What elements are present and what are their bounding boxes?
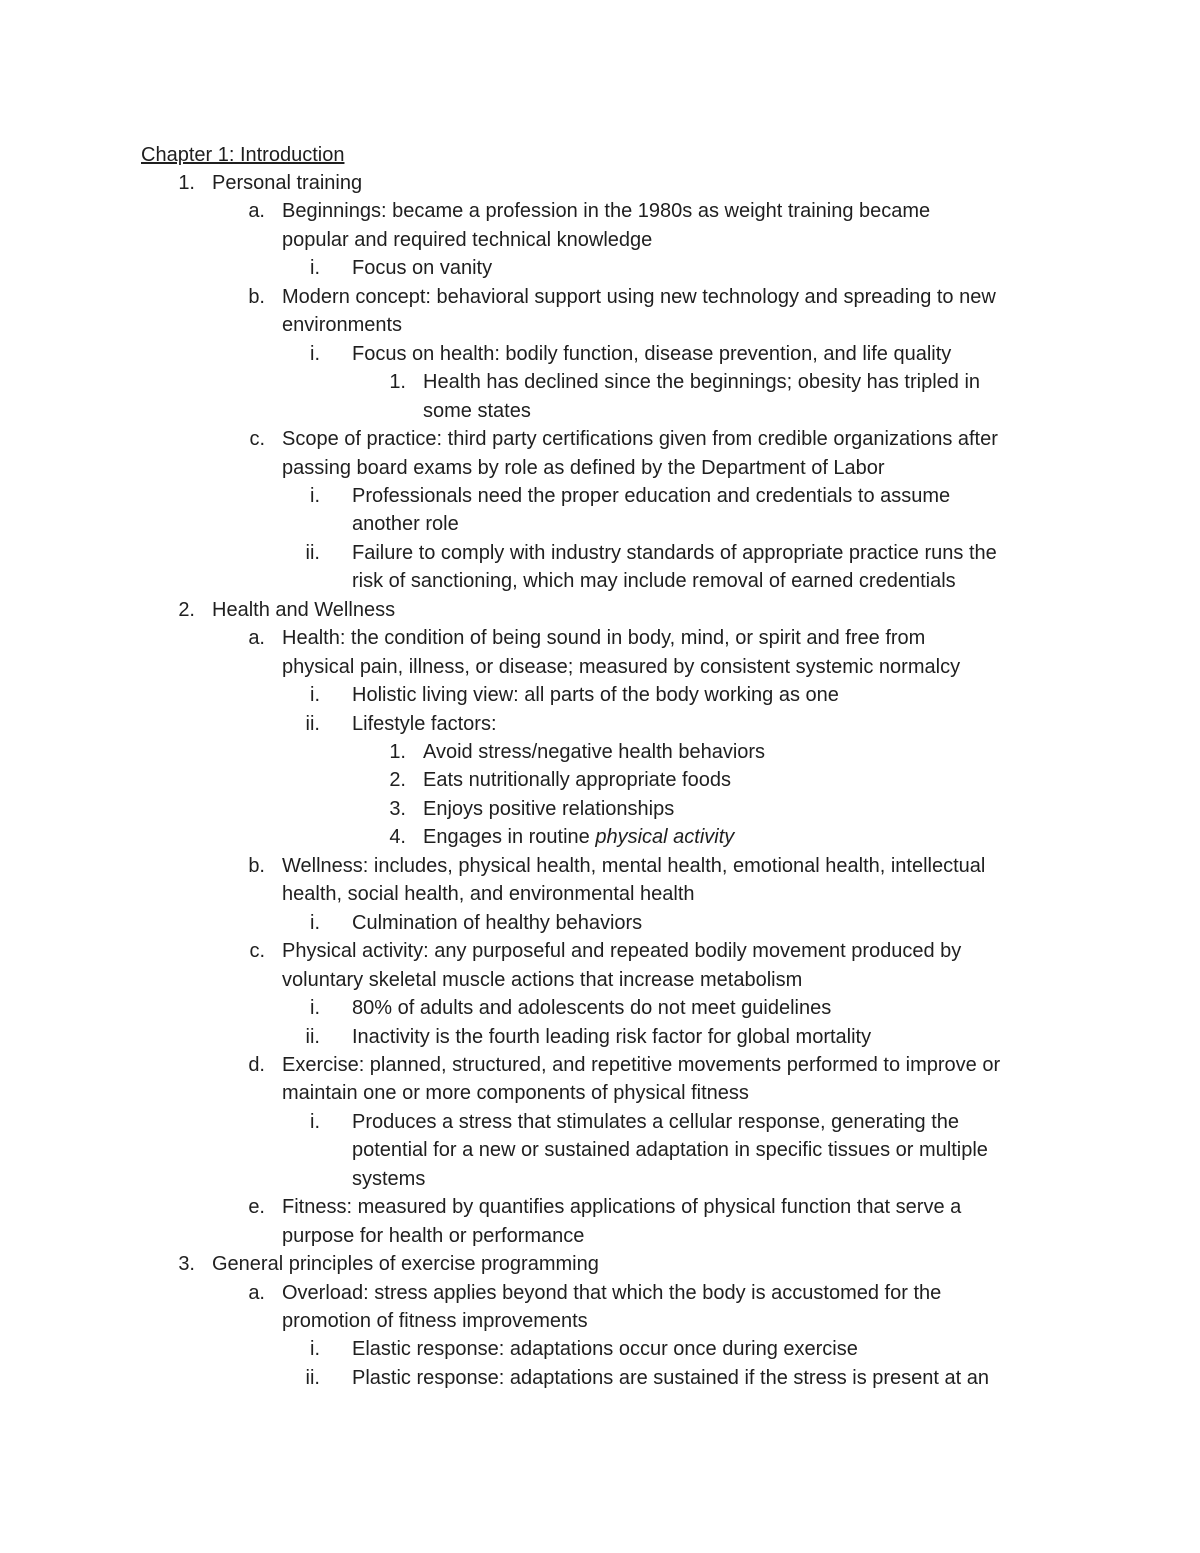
- list-item-text-main: Eats nutritionally appropriate foods: [423, 769, 731, 791]
- list-item-text: [352, 909, 642, 937]
- list-item-text: [282, 425, 998, 453]
- outline-item-level-2: [0, 937, 1200, 965]
- outline-item-level-4: [0, 738, 1200, 766]
- list-item-text: [352, 1335, 858, 1363]
- outline-item-level-3: [0, 340, 1200, 368]
- list-item-text: [352, 1165, 425, 1193]
- list-item-text: [352, 681, 839, 709]
- outline-continuation-line: [0, 454, 1200, 482]
- list-item-text: [282, 1279, 941, 1307]
- outline-item-level-4: [0, 368, 1200, 396]
- outline-continuation-line: [0, 311, 1200, 339]
- list-item-text: [282, 226, 652, 254]
- list-item-text: [282, 1193, 961, 1221]
- list-item-text-main: Focus on health: bodily function, disease prevention, and life quality: [352, 343, 952, 365]
- list-marker: e.: [248, 1196, 265, 1218]
- list-item-text: [282, 283, 996, 311]
- list-marker: i.: [310, 257, 320, 279]
- italic-term: physical activity: [595, 826, 735, 848]
- list-marker: 1.: [178, 172, 195, 194]
- list-item-text-main: Elastic response: adaptations occur once during exercise: [352, 1338, 858, 1360]
- outline-continuation-line: [0, 1307, 1200, 1335]
- list-item-text: [423, 368, 980, 396]
- list-marker: 2.: [178, 599, 195, 621]
- list-item-text-main: Holistic living view: all parts of the body working as one: [352, 684, 839, 706]
- list-item-text-main: Wellness: includes, physical health, mental health, emotional health, intellectual: [282, 855, 986, 877]
- outline-item-level-3: [0, 994, 1200, 1022]
- list-marker: a.: [248, 627, 265, 649]
- list-item-text: [282, 653, 960, 681]
- list-item-text: [423, 397, 531, 425]
- list-marker: ii.: [305, 1367, 320, 1389]
- list-item-text: [282, 880, 695, 908]
- list-item-text-main: health, social health, and environmental health: [282, 883, 695, 905]
- list-item-text-main: Modern concept: behavioral support using new technology and spreading to new: [282, 286, 996, 308]
- outline-continuation-line: [0, 1165, 1200, 1193]
- outline-continuation-line: [0, 1079, 1200, 1107]
- list-item-text-main: another role: [352, 513, 459, 535]
- outline-item-level-2: [0, 852, 1200, 880]
- list-item-text: [212, 596, 395, 624]
- outline-continuation-line: [0, 653, 1200, 681]
- list-marker: ii.: [305, 542, 320, 564]
- outline-item-level-1: [0, 596, 1200, 624]
- list-item-text-main: risk of sanctioning, which may include removal of earned credentials: [352, 570, 956, 592]
- list-item-text: [282, 1307, 588, 1335]
- list-item-text-main: promotion of fitness improvements: [282, 1310, 588, 1332]
- outline-item-level-4: [0, 823, 1200, 851]
- outline-item-level-3: [0, 1108, 1200, 1136]
- list-item-text: [352, 340, 951, 368]
- outline-item-level-4: [0, 795, 1200, 823]
- list-item-text-main: Health has declined since the beginnings; obesity has tripled in: [423, 371, 981, 393]
- list-item-text: [282, 966, 802, 994]
- outline-item-level-3: [0, 254, 1200, 282]
- outline-continuation-line: [0, 966, 1200, 994]
- outline-item-level-2: [0, 1193, 1200, 1221]
- list-item-text: [352, 567, 956, 595]
- list-item-text-main: voluntary skeletal muscle actions that increase metabolism: [282, 969, 803, 991]
- list-marker: d.: [248, 1054, 265, 1076]
- outline-continuation-line: [0, 1222, 1200, 1250]
- list-item-text: [352, 1136, 988, 1164]
- list-item-text-main: Overload: stress applies beyond that which the body is accustomed for the: [282, 1282, 942, 1304]
- list-item-text-main: Enjoys positive relationships: [423, 798, 675, 820]
- list-item-text: [352, 1364, 989, 1392]
- list-item-text: [282, 852, 985, 880]
- list-item-text-main: Lifestyle factors:: [352, 713, 497, 735]
- list-marker: c.: [249, 428, 265, 450]
- outline-item-level-2: [0, 197, 1200, 225]
- list-item-text-main: environments: [282, 314, 403, 336]
- outline-item-level-1: [0, 169, 1200, 197]
- outline-item-level-3: [0, 539, 1200, 567]
- list-item-text: [282, 1222, 584, 1250]
- list-marker: 4.: [389, 826, 406, 848]
- list-item-text-main: popular and required technical knowledge: [282, 229, 653, 251]
- list-item-text-main: Failure to comply with industry standards of appropriate practice runs the: [352, 542, 997, 564]
- list-item-text-main: Culmination of healthy behaviors: [352, 912, 643, 934]
- outline-item-level-3: [0, 909, 1200, 937]
- list-marker: ii.: [305, 713, 320, 735]
- list-marker: i.: [310, 1338, 320, 1360]
- list-item-text-main: Physical activity: any purposeful and repeated bodily movement produced by: [282, 940, 962, 962]
- outline-item-level-2: [0, 1279, 1200, 1307]
- outline-continuation-line: [0, 880, 1200, 908]
- list-marker: a.: [248, 1282, 265, 1304]
- list-item-text-main: Engages in routine: [423, 826, 596, 848]
- list-item-text: [282, 937, 961, 965]
- list-item-text: [282, 197, 930, 225]
- outline-item-level-3: [0, 1335, 1200, 1363]
- list-item-text-main: General principles of exercise programming: [212, 1253, 599, 1275]
- outline-item-level-3: [0, 681, 1200, 709]
- list-item-text: [423, 766, 731, 794]
- list-item-text: [282, 311, 402, 339]
- list-item-text: [282, 454, 885, 482]
- list-item-text-main: 80% of adults and adolescents do not meet guidelines: [352, 997, 832, 1019]
- list-item-text: [423, 738, 765, 766]
- outline-item-level-2: [0, 624, 1200, 652]
- list-item-text: [352, 510, 459, 538]
- outline-continuation-line: [0, 510, 1200, 538]
- list-marker: i.: [310, 912, 320, 934]
- outline-item-level-2: [0, 425, 1200, 453]
- list-marker: i.: [310, 1111, 320, 1133]
- list-item-text-main: Health and Wellness: [212, 599, 396, 621]
- list-item-text-main: Avoid stress/negative health behaviors: [423, 741, 766, 763]
- outline-item-level-2: [0, 1051, 1200, 1079]
- list-marker: b.: [248, 286, 265, 308]
- list-item-text-main: Beginnings: became a profession in the 1980s as weight training became: [282, 200, 931, 222]
- list-item-text-main: physical pain, illness, or disease; measured by consistent systemic normalcy: [282, 656, 961, 678]
- list-item-text: [212, 1250, 599, 1278]
- list-item-text: [352, 254, 492, 282]
- list-item-text: [282, 1079, 749, 1107]
- list-marker: c.: [249, 940, 265, 962]
- outline-continuation-line: [0, 1136, 1200, 1164]
- list-marker: i.: [310, 343, 320, 365]
- list-item-text-main: some states: [423, 400, 531, 422]
- list-item-text-main: Focus on vanity: [352, 257, 493, 279]
- list-marker: 1.: [389, 741, 406, 763]
- outline-continuation-line: [0, 397, 1200, 425]
- list-item-text-main: passing board exams by role as defined by the Department of Labor: [282, 457, 885, 479]
- list-item-text: [423, 823, 734, 851]
- list-marker: 3.: [178, 1253, 195, 1275]
- list-marker: 3.: [389, 798, 406, 820]
- outline-item-level-3: [0, 1364, 1200, 1392]
- list-marker: ii.: [305, 1026, 320, 1048]
- list-item-text: [352, 710, 497, 738]
- list-item-text-main: Personal training: [212, 172, 363, 194]
- list-marker: 1.: [389, 371, 406, 393]
- list-marker: 2.: [389, 769, 406, 791]
- outline-item-level-3: [0, 482, 1200, 510]
- outline-item-level-4: [0, 766, 1200, 794]
- list-item-text-main: systems: [352, 1168, 426, 1190]
- list-item-text: [352, 994, 831, 1022]
- list-marker: b.: [248, 855, 265, 877]
- list-item-text-main: Exercise: planned, structured, and repetitive movements performed to improve or: [282, 1054, 1001, 1076]
- list-item-text-main: Scope of practice: third party certifications given from credible organizations after: [282, 428, 998, 450]
- list-marker: i.: [310, 684, 320, 706]
- outline-continuation-line: [0, 226, 1200, 254]
- list-item-text: [352, 1023, 871, 1051]
- list-item-text-main: Health: the condition of being sound in body, mind, or spirit and free from: [282, 627, 926, 649]
- list-item-text: [282, 1051, 1000, 1079]
- outline-item-level-1: [0, 1250, 1200, 1278]
- list-item-text-main: potential for a new or sustained adaptation in specific tissues or multiple: [352, 1139, 988, 1161]
- list-marker: a.: [248, 200, 265, 222]
- list-marker: i.: [310, 997, 320, 1019]
- list-item-text: [282, 624, 925, 652]
- outline-item-level-2: [0, 283, 1200, 311]
- outline-item-level-3: [0, 1023, 1200, 1051]
- list-item-text-main: Plastic response: adaptations are sustained if the stress is present at an: [352, 1367, 990, 1389]
- outline-continuation-line: [0, 567, 1200, 595]
- page-title: Chapter 1: Introduction: [141, 144, 345, 166]
- list-item-text: [352, 482, 950, 510]
- list-item-text: [352, 539, 997, 567]
- list-item-text-main: Professionals need the proper education and credentials to assume: [352, 485, 951, 507]
- list-item-text: [352, 1108, 959, 1136]
- outline-item-level-3: [0, 710, 1200, 738]
- list-item-text-main: Fitness: measured by quantifies applications of physical function that serve a: [282, 1196, 962, 1218]
- list-item-text-main: Produces a stress that stimulates a cellular response, generating the: [352, 1111, 959, 1133]
- list-item-text-main: purpose for health or performance: [282, 1225, 585, 1247]
- list-item-text-main: maintain one or more components of physical fitness: [282, 1082, 749, 1104]
- list-item-text-main: Inactivity is the fourth leading risk factor for global mortality: [352, 1026, 872, 1048]
- list-item-text: [212, 169, 362, 197]
- list-item-text: [423, 795, 674, 823]
- list-marker: i.: [310, 485, 320, 507]
